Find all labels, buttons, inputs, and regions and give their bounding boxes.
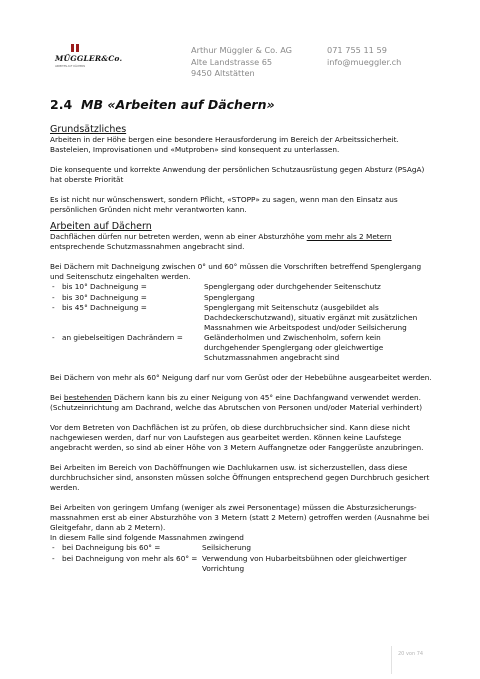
list-item <box>50 333 434 363</box>
page-number: 20 von 74 <box>398 651 424 657</box>
paragraph: Vor dem Betreten von Dachflächen ist zu prüfen, ob diese durchbruchsicher sind. Kann diese nicht nachgewiesen werden, darf nur von Laufstegen aus gearbeitet werden. Können keine Laufstege angebracht werden, so sind ab einer Höhe von 3 Metern Auffangnetze oder Fanggerüste anzubringen. <box>50 422 424 453</box>
list-dash: - <box>52 332 55 342</box>
text-run: Dächern kann bis zu einer Neigung von 45° eine Dachfangwand verwendet werden. (Schutzeinrichtung am Dachrand, welche das Abrutschen von Personen und/oder Material verhindert) <box>50 392 423 412</box>
section-title-text: MB «Arbeiten auf Dächern» <box>81 97 275 112</box>
list-dash: - <box>52 553 55 563</box>
list-item <box>50 282 434 292</box>
neigung-list <box>50 282 434 362</box>
logo-tagline: ARBEITEN AUF DÄCHERN <box>55 65 86 68</box>
paragraph: Bei Arbeiten im Bereich von Dachöffnungen wie Dachlukarnen usw. ist sicherzustellen, dass diese durchbruchsicher sind, ansonsten müssen solche Öffnungen entsprechend gegen Durchbruch gesichert werden. <box>50 463 430 493</box>
footer-divider <box>391 646 392 674</box>
section-number: 2.4 <box>50 97 73 112</box>
list-value: Geländerholmen und Zwischenholm, sofern kein durchgehender Spenglergang oder gleichwertige Schutzmassnahmen angebracht sind <box>204 332 384 362</box>
list-dash: - <box>52 282 55 292</box>
paragraph: Die konsequente und korrekte Anwendung der persönlichen Schutzausrüstung gegen Absturz (PSAgA) hat oberste Priorität <box>50 165 425 185</box>
list-value: Spenglergang <box>204 292 255 302</box>
list-label: bis 45° Dachneigung = <box>62 302 147 312</box>
logo-wordmark: MÜGGLER&Co. <box>55 54 123 63</box>
paragraph: Arbeiten in der Höhe bergen eine besondere Herausforderung im Bereich der Arbeitssicherheit. Basteleien, Improvisationen und «Mutproben» sind konsequent zu unterlassen. <box>50 135 399 155</box>
document-body <box>50 124 434 574</box>
list-dash: - <box>52 302 55 312</box>
list-value: Spenglergang mit Seitenschutz (ausgebildet als Dachdeckerschutzwand), situativ ergänzt mit zusätzlichen Massnahmen wie Arbeitspodest und/oder Seilsicherung <box>204 302 418 332</box>
list-item <box>50 303 434 333</box>
list-dash: - <box>52 292 55 302</box>
company-logo <box>55 44 123 78</box>
list-label: bei Dachneigung von mehr als 60° = <box>62 553 198 563</box>
paragraph: Bei Arbeiten von geringem Umfang (weniger als zwei Personentage) müssen die Absturzsicherungs-massnahmen erst ab einer Absturzhöhe von 3 Metern (statt 2 Metern) getroffen werden (Ausnahme bei Gleitgefahr, dann ab 2 Metern). <box>50 503 430 533</box>
paragraph: Es ist nicht nur wünschenswert, sondern Pflicht, «STOPP» zu sagen, wenn man den Einsatz aus persönlichen Gründen nicht mehr verantworten kann. <box>50 195 398 215</box>
list-value: Spenglergang oder durchgehender Seitenschutz <box>204 282 381 292</box>
header-email[interactable]: info@mueggler.ch <box>327 56 402 67</box>
underlined-text: bestehenden <box>63 392 112 402</box>
list-item <box>50 543 434 553</box>
text-run: Dachflächen dürfen nur betreten werden, wenn ab einer Absturzhöhe <box>50 232 307 242</box>
list-label: bei Dachneigung bis 60° = <box>62 543 161 553</box>
massnahmen-list <box>50 543 434 573</box>
header-company: Arthur Müggler & Co. AG <box>191 45 293 55</box>
header-city: 9450 Altstätten <box>191 68 255 78</box>
paragraph: Bei Dächern von mehr als 60° Neigung darf nur vom Gerüst oder der Hebebühne ausgearbeitet werden. <box>50 372 432 382</box>
list-label: bis 10° Dachneigung = <box>62 282 147 292</box>
list-value: Verwendung von Hubarbeitsbühnen oder gleichwertiger Vorrichtung <box>202 553 407 573</box>
list-item <box>50 293 434 303</box>
list-item <box>50 554 434 574</box>
paragraph <box>50 393 434 413</box>
section-title <box>50 97 275 112</box>
list-value: Seilsicherung <box>202 543 252 553</box>
paragraph: In diesem Falle sind folgende Massnahmen zwingend <box>50 533 244 543</box>
header-phone: 071 755 11 59 <box>327 45 387 55</box>
text-run: Bei <box>50 392 64 402</box>
list-label: bis 30° Dachneigung = <box>62 292 147 302</box>
heading-arbeiten-auf-daechern: Arbeiten auf Dächern <box>50 221 152 233</box>
header-street: Alte Landstrasse 65 <box>191 56 273 67</box>
paragraph <box>50 232 434 252</box>
underlined-text: vom mehr als 2 Metern <box>306 232 392 242</box>
paragraph: Bei Dächern mit Dachneigung zwischen 0° und 60° müssen die Vorschriften betreffend Spenglergang und Seitenschutz eingehalten werden. <box>50 262 422 282</box>
header-address <box>191 45 292 80</box>
list-dash: - <box>52 543 55 553</box>
heading-grundsaetzliches: Grundsätzliches <box>50 124 127 135</box>
list-label: an giebelseitigen Dachrändern = <box>62 332 183 342</box>
logo-mark-icon <box>71 44 79 52</box>
header-contact <box>327 45 401 68</box>
text-run: entsprechende Schutzmassnahmen angebracht sind. <box>50 242 245 252</box>
